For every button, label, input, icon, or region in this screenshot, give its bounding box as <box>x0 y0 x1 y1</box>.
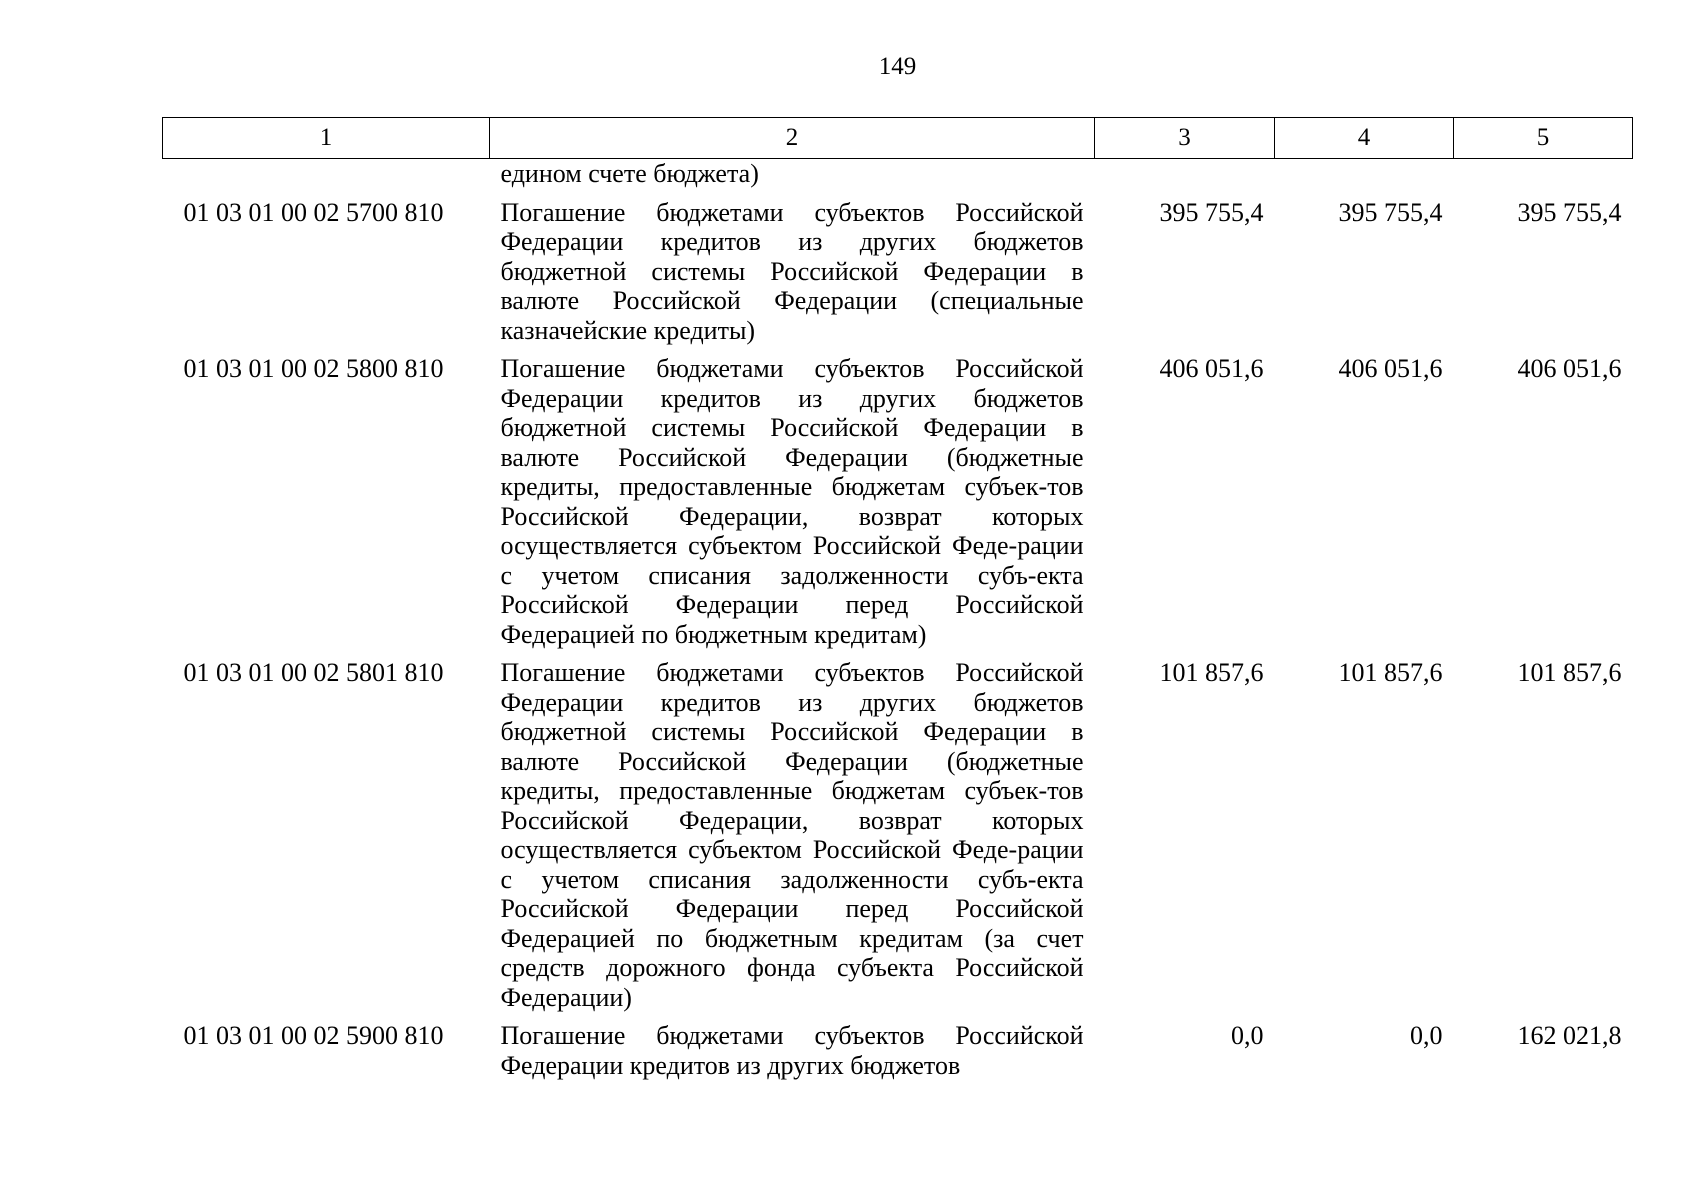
row-description: Погашение бюджетами субъектов Российской Федерации кредитов из других бюджетов <box>500 1021 1084 1080</box>
table-row <box>163 1021 1633 1089</box>
row-value-col3: 0,0 <box>1231 1021 1264 1050</box>
row-value-col4: 406 051,6 <box>1338 354 1443 383</box>
row-value-col5: 162 021,8 <box>1517 1021 1622 1050</box>
row-value-col3: 395 755,4 <box>1159 197 1264 227</box>
row-description: Погашение бюджетами субъектов Российской Федерации кредитов из других бюджетов бюджетной системы Российской Федерации в валюте Российской Федерации (бюджетные кредиты, предоставленные бюджетам субъек-тов Российской Федерации, возврат которых осуществляется субъектом Российской Феде-рации с учетом списания задолженности субъ-екта Российской Федерации перед Российской Федерацией по бюджетным кредитам (за счет средств дорожного фонда субъекта Российской Федерации) <box>500 658 1084 1012</box>
table-row <box>163 658 1633 1021</box>
row-value-col5: 406 051,6 <box>1517 354 1622 383</box>
row-value-col4: 395 755,4 <box>1338 197 1443 227</box>
table-row <box>163 354 1633 658</box>
row-value-col3: 406 051,6 <box>1159 354 1264 383</box>
row-value-col4: 0,0 <box>1410 1021 1443 1050</box>
header-col-4: 4 <box>1275 118 1454 159</box>
header-col-1: 1 <box>163 118 490 159</box>
continuation-col3 <box>1095 159 1275 198</box>
continuation-row <box>163 159 1633 198</box>
row-code: 01 03 01 00 02 5700 810 <box>183 197 444 227</box>
row-code: 01 03 01 00 02 5900 810 <box>183 1021 444 1050</box>
continuation-col4 <box>1275 159 1454 198</box>
table-row <box>163 198 1633 355</box>
continuation-text: едином счете бюджета) <box>500 159 759 188</box>
header-col-3: 3 <box>1095 118 1275 159</box>
row-value-col3: 101 857,6 <box>1159 658 1264 687</box>
page-number: 149 <box>878 53 917 80</box>
continuation-code-cell <box>163 159 490 198</box>
row-code: 01 03 01 00 02 5801 810 <box>183 658 444 687</box>
row-value-col4: 101 857,6 <box>1338 658 1443 687</box>
header-row <box>163 118 1633 159</box>
budget-table <box>162 117 1633 1089</box>
continuation-col5 <box>1454 159 1633 198</box>
header-col-5: 5 <box>1454 118 1633 159</box>
row-code: 01 03 01 00 02 5800 810 <box>183 354 444 383</box>
row-description: Погашение бюджетами субъектов Российской Федерации кредитов из других бюджетов бюджетной системы Российской Федерации в валюте Российской Федерации (бюджетные кредиты, предоставленные бюджетам субъек-тов Российской Федерации, возврат которых осуществляется субъектом Российской Феде-рации с учетом списания задолженности субъ-екта Российской Федерации перед Российской Федерацией по бюджетным кредитам) <box>500 354 1084 649</box>
table-body <box>163 159 1633 1090</box>
row-description: Погашение бюджетами субъектов Российской Федерации кредитов из других бюджетов бюджетной системы Российской Федерации в валюте Российской Федерации (специальные казначейские кредиты) <box>500 197 1084 345</box>
table-header <box>163 118 1633 159</box>
row-value-col5: 101 857,6 <box>1517 658 1622 687</box>
row-value-col5: 395 755,4 <box>1517 197 1622 227</box>
header-col-2: 2 <box>490 118 1095 159</box>
